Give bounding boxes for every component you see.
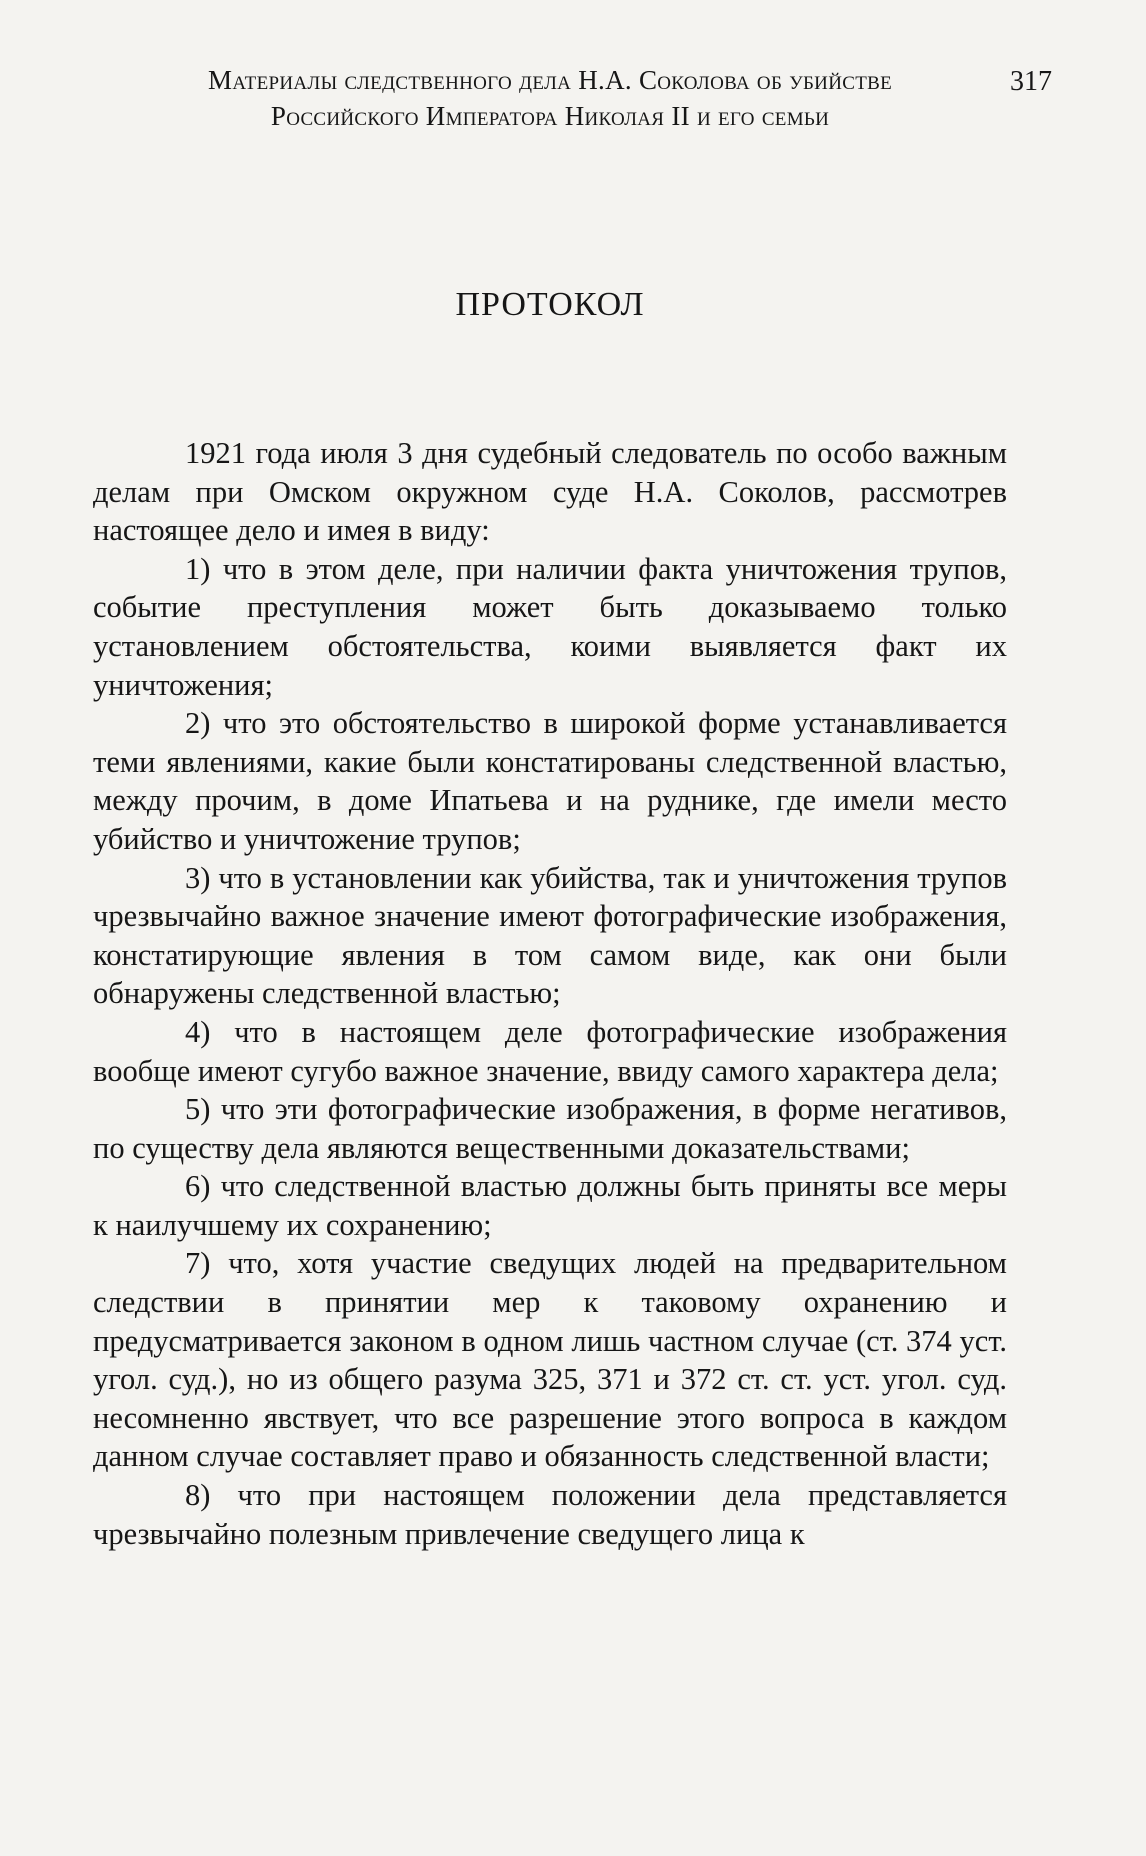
protocol-body [93, 434, 1007, 1553]
document-title: ПРОТОКОЛ [455, 286, 645, 323]
running-header [150, 62, 950, 134]
list-item-7: 7) что, хотя участие сведущих людей на предварительном следствии в принятии мер к таковому охранению и предусматривается законом в одном лишь частном случае (ст. 374 уст. угол. суд.), но из общего разума 325, 371 и 372 ст. ст. уст. угол. суд. несомненно явствует, что все разрешение этого вопроса в каждом данном случае составляет право и обязанность следственной власти; [93, 1246, 1007, 1474]
page-number: 317 [1010, 66, 1052, 97]
list-item-2: 2) что это обстоятельство в широкой форме устанавливается теми явлениями, какие были констатированы следственной властью, между прочим, в доме Ипатьева и на руднике, где имели место убийство и уничтожение трупов; [93, 706, 1007, 856]
running-header-line-2: Российского Императора Николая II и его семьи [270, 101, 830, 131]
list-item-1: 1) что в этом деле, при наличии факта уничтожения трупов, событие преступления может быть доказываемо только установлением обстоятельства, коими выявляется факт их уничтожения; [93, 551, 1007, 702]
running-header-line-1: Материалы следственного дела Н.А. Соколова об убийстве [208, 65, 892, 95]
list-item-8: 8) что при настоящем положении дела представляется чрезвычайно полезным привлечение сведущего лица к [93, 1478, 1007, 1551]
list-item-5: 5) что эти фотографические изображения, в форме негативов, по существу дела являются вещественными доказательствами; [93, 1092, 1007, 1165]
list-item-4: 4) что в настоящем деле фотографические изображения вообще имеют сугубо важное значение, ввиду самого характера дела; [93, 1014, 1007, 1088]
intro-paragraph: 1921 года июля 3 дня судебный следователь по особо важным делам при Омском окружном суде Н.А. Соколов, рассмотрев настоящее дело и имея в виду: [93, 436, 1007, 548]
list-item-6: 6) что следственной властью должны быть приняты все меры к наилучшему их сохранению; [93, 1169, 1007, 1242]
list-item-3: 3) что в установлении как убийства, так и уничтожения трупов чрезвычайно важное значение имеют фотографические изображения, констатирующие явления в том самом виде, как они были обнаружены следственной властью; [93, 860, 1007, 1011]
